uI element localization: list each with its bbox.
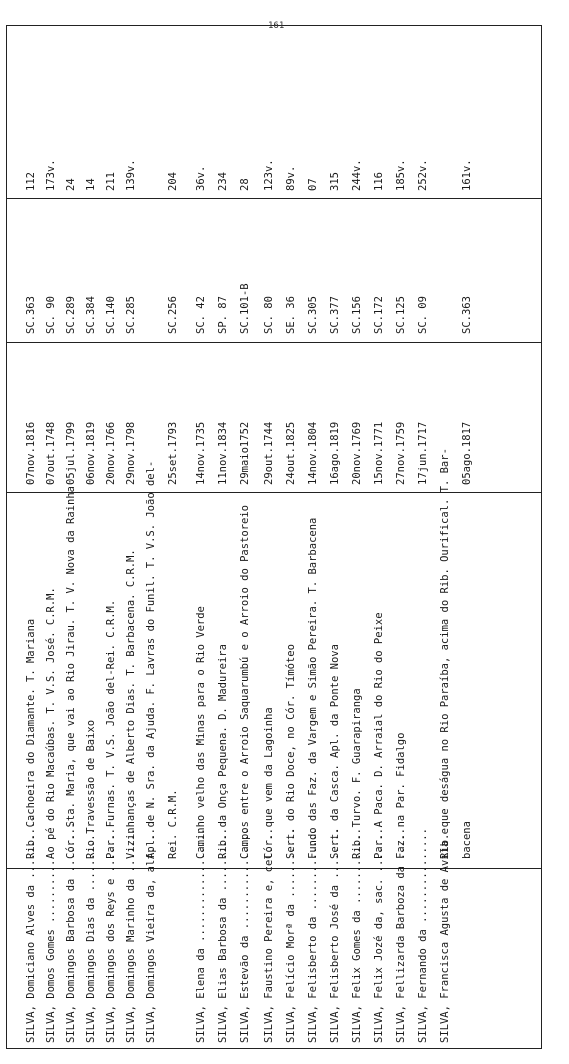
entry-description: Campos entre o Arroio Saquarumbú e o Arroio do Pastoreio (239, 504, 251, 859)
entry-page: 204 (167, 172, 179, 191)
entry-page: 173v. (45, 159, 57, 191)
table-row (372, 25, 386, 1049)
entry-page: 116 (373, 172, 385, 191)
entry-reference: SC. 80 (263, 296, 275, 334)
entry-description: Par. A Paca. D. Arraial do Rio do Peixe (373, 612, 385, 859)
entry-description: Rib. que deságua no Rio Paraíba, acima do Rib. Ourifical. T. Bar- (439, 448, 451, 859)
entry-name: SILVA, Domingos Dias da .......... (85, 828, 97, 1043)
entry-description: Rib. da Onça Pequena. D. Madureira (217, 644, 229, 859)
entry-page: 185v. (395, 159, 407, 191)
entry-description: Apl. de N. Sra. da Ajuda. F. Lavras do Funil. T. V.S. João del- (145, 460, 157, 859)
entry-description: Cór. Sta. Maria, que vai ao Rio Jirau. T. V. Nova da Rainha (65, 486, 77, 859)
entry-reference: SC.125 (395, 296, 407, 334)
entry-name: SILVA, Estevão da ................ (239, 828, 251, 1043)
entry-date: 20nov.1766 (105, 421, 117, 485)
table-row (262, 25, 276, 1049)
page-number: 161 (268, 21, 285, 31)
entry-reference: SE. 36 (285, 296, 297, 334)
entry-description: Rio Travessão de Baixo (85, 719, 97, 859)
entry-name: SILVA, Felix Gomes da ............ (351, 828, 363, 1043)
entry-date: 07out.1748 (45, 421, 57, 485)
entry-reference: SC.377 (329, 296, 341, 334)
entry-page: 211 (105, 172, 117, 191)
entry-reference: SC. 90 (45, 296, 57, 334)
entry-reference: SC.140 (105, 296, 117, 334)
entry-description: Cór. que vem da Lagoinha (263, 707, 275, 859)
entry-description: bacena (461, 821, 473, 859)
entry-name: SILVA, Francisca Agusta de Avila e (439, 828, 451, 1043)
entry-date: 29maio1752 (239, 421, 251, 485)
entry-page: 36v. (195, 165, 207, 191)
entry-date: 29nov.1798 (125, 421, 137, 485)
entry-date: 29out.1744 (263, 421, 275, 485)
table-row (438, 25, 452, 1049)
entry-page: 161v. (461, 159, 473, 191)
entry-page: 234 (217, 172, 229, 191)
entry-page: 28 (239, 178, 251, 191)
entry-page: 244v. (351, 159, 363, 191)
entry-date: 25set.1793 (167, 421, 179, 485)
table-row (216, 25, 230, 1049)
entry-description: Rib. Turvo. F. Guarapiranga (351, 688, 363, 859)
frame-top-border (6, 25, 7, 1049)
entry-date: 15nov.1771 (373, 421, 385, 485)
table-row (284, 25, 298, 1049)
entry-description: Caminho velho das Minas para o Rio Verde (195, 606, 207, 859)
entry-reference: SC.363 (461, 296, 473, 334)
entry-description: Faz. na Par. Fidalgo (395, 732, 407, 859)
entry-date: 07nov.1816 (25, 421, 37, 485)
table-row (350, 25, 364, 1049)
entry-reference: SC.363 (25, 296, 37, 334)
entry-date: 11nov.1834 (217, 421, 229, 485)
table-row (144, 25, 158, 1049)
table-row (166, 25, 180, 1049)
entry-date: 17jun.1717 (417, 421, 429, 485)
entry-description: Sert. da Casca. Apl. da Ponte Nova (329, 644, 341, 859)
frame-bottom-border (541, 25, 542, 1049)
entry-description: Sert. do Rio Doce, no Cór. Tímóteo (285, 644, 297, 859)
entry-reference: SC.172 (373, 296, 385, 334)
table-row (460, 25, 474, 1049)
table-row (306, 25, 320, 1049)
table-row (104, 25, 118, 1049)
entry-date: 05ago.1817 (461, 421, 473, 485)
entry-description: Fundo das Faz. da Vargem e Simão Pereira. T. Barbacena (307, 517, 319, 859)
table-row (416, 25, 430, 1049)
entry-name: SILVA, Domingos Vieira da, alf. .. (145, 828, 157, 1043)
entry-reference: SC.285 (125, 296, 137, 334)
entry-page: 139v. (125, 159, 137, 191)
entry-date: 14nov.1804 (307, 421, 319, 485)
entry-page: 252v. (417, 159, 429, 191)
entry-name: SILVA, Elena da .................. (195, 828, 207, 1043)
table-row (238, 25, 252, 1049)
entry-reference: SC.256 (167, 296, 179, 334)
entry-name: SILVA, Domingos dos Reys e ....... (105, 828, 117, 1043)
entry-date: 24out.1825 (285, 421, 297, 485)
entry-description: Ao pé do Rio Macaúbas. T. V.S. José. C.R.M. (45, 587, 57, 859)
entry-reference: SC.384 (85, 296, 97, 334)
entry-name: SILVA, Domingos Barbosa da ........ (65, 821, 77, 1043)
entry-reference: SC.305 (307, 296, 319, 334)
entry-name: SILVA, Felisberto da ............. (307, 828, 319, 1043)
entry-reference: SC.289 (65, 296, 77, 334)
entry-page: 112 (25, 172, 37, 191)
entry-date: 27nov.1759 (395, 421, 407, 485)
entry-date: 16ago.1819 (329, 421, 341, 485)
entry-description: Vizinhanças de Alberto Dias. T. Barbacena. C.R.M. (125, 549, 137, 859)
entry-name: SILVA, Domiciano Alves da .......... (25, 815, 37, 1043)
table-row (84, 25, 98, 1049)
table-row (24, 25, 38, 1049)
entry-page: 123v. (263, 159, 275, 191)
entry-date: 14nov.1735 (195, 421, 207, 485)
entry-page: 14 (85, 178, 97, 191)
entry-name: SILVA, Fernando da ............... (417, 828, 429, 1043)
entry-date: 05jul.1799 (65, 421, 77, 485)
table-row (194, 25, 208, 1049)
table-row (394, 25, 408, 1049)
document-sheet (6, 21, 542, 1049)
entry-reference: SC.101-B (239, 283, 251, 334)
entry-page: 315 (329, 172, 341, 191)
entry-reference: SC.156 (351, 296, 363, 334)
entry-description: Rib. Cachoeira do Diamante. T. Mariana (25, 618, 37, 859)
table-row (328, 25, 342, 1049)
entry-name: SILVA, Fellizarda Barboza da ..... (395, 828, 407, 1043)
entry-reference: SC. 09 (417, 296, 429, 334)
entry-date: 20nov.1769 (351, 421, 363, 485)
entry-date: 06nov.1819 (85, 421, 97, 485)
entry-name: SILVA, Domingos Marinho da ....... (125, 828, 137, 1043)
entry-page: 07 (307, 178, 319, 191)
entry-description: Rei. C.R.M. (167, 789, 179, 859)
entry-name: SILVA, Elias Barbosa da .......... (217, 828, 229, 1043)
entry-page: 89v. (285, 165, 297, 191)
entry-name: SILVA, Felício Morª da ........... (285, 828, 297, 1043)
entry-name: SILVA, Faustino Pereira e, cel. .. (263, 828, 275, 1043)
entry-page: 24 (65, 178, 77, 191)
entry-name: SILVA, Felisberto José da ........ (329, 828, 341, 1043)
entry-description: Par. Furnas. T. V.S. João del-Rei. C.R.M. (105, 599, 117, 859)
table-row (64, 25, 78, 1049)
entry-reference: SP. 87 (217, 296, 229, 334)
entry-name: SILVA, Domos Gomes .......... (45, 859, 57, 1043)
entry-reference: SC. 42 (195, 296, 207, 334)
entry-name: SILVA, Felix Jozé da, sac. ....... (373, 828, 385, 1043)
table-row (124, 25, 138, 1049)
table-row (44, 25, 58, 1049)
